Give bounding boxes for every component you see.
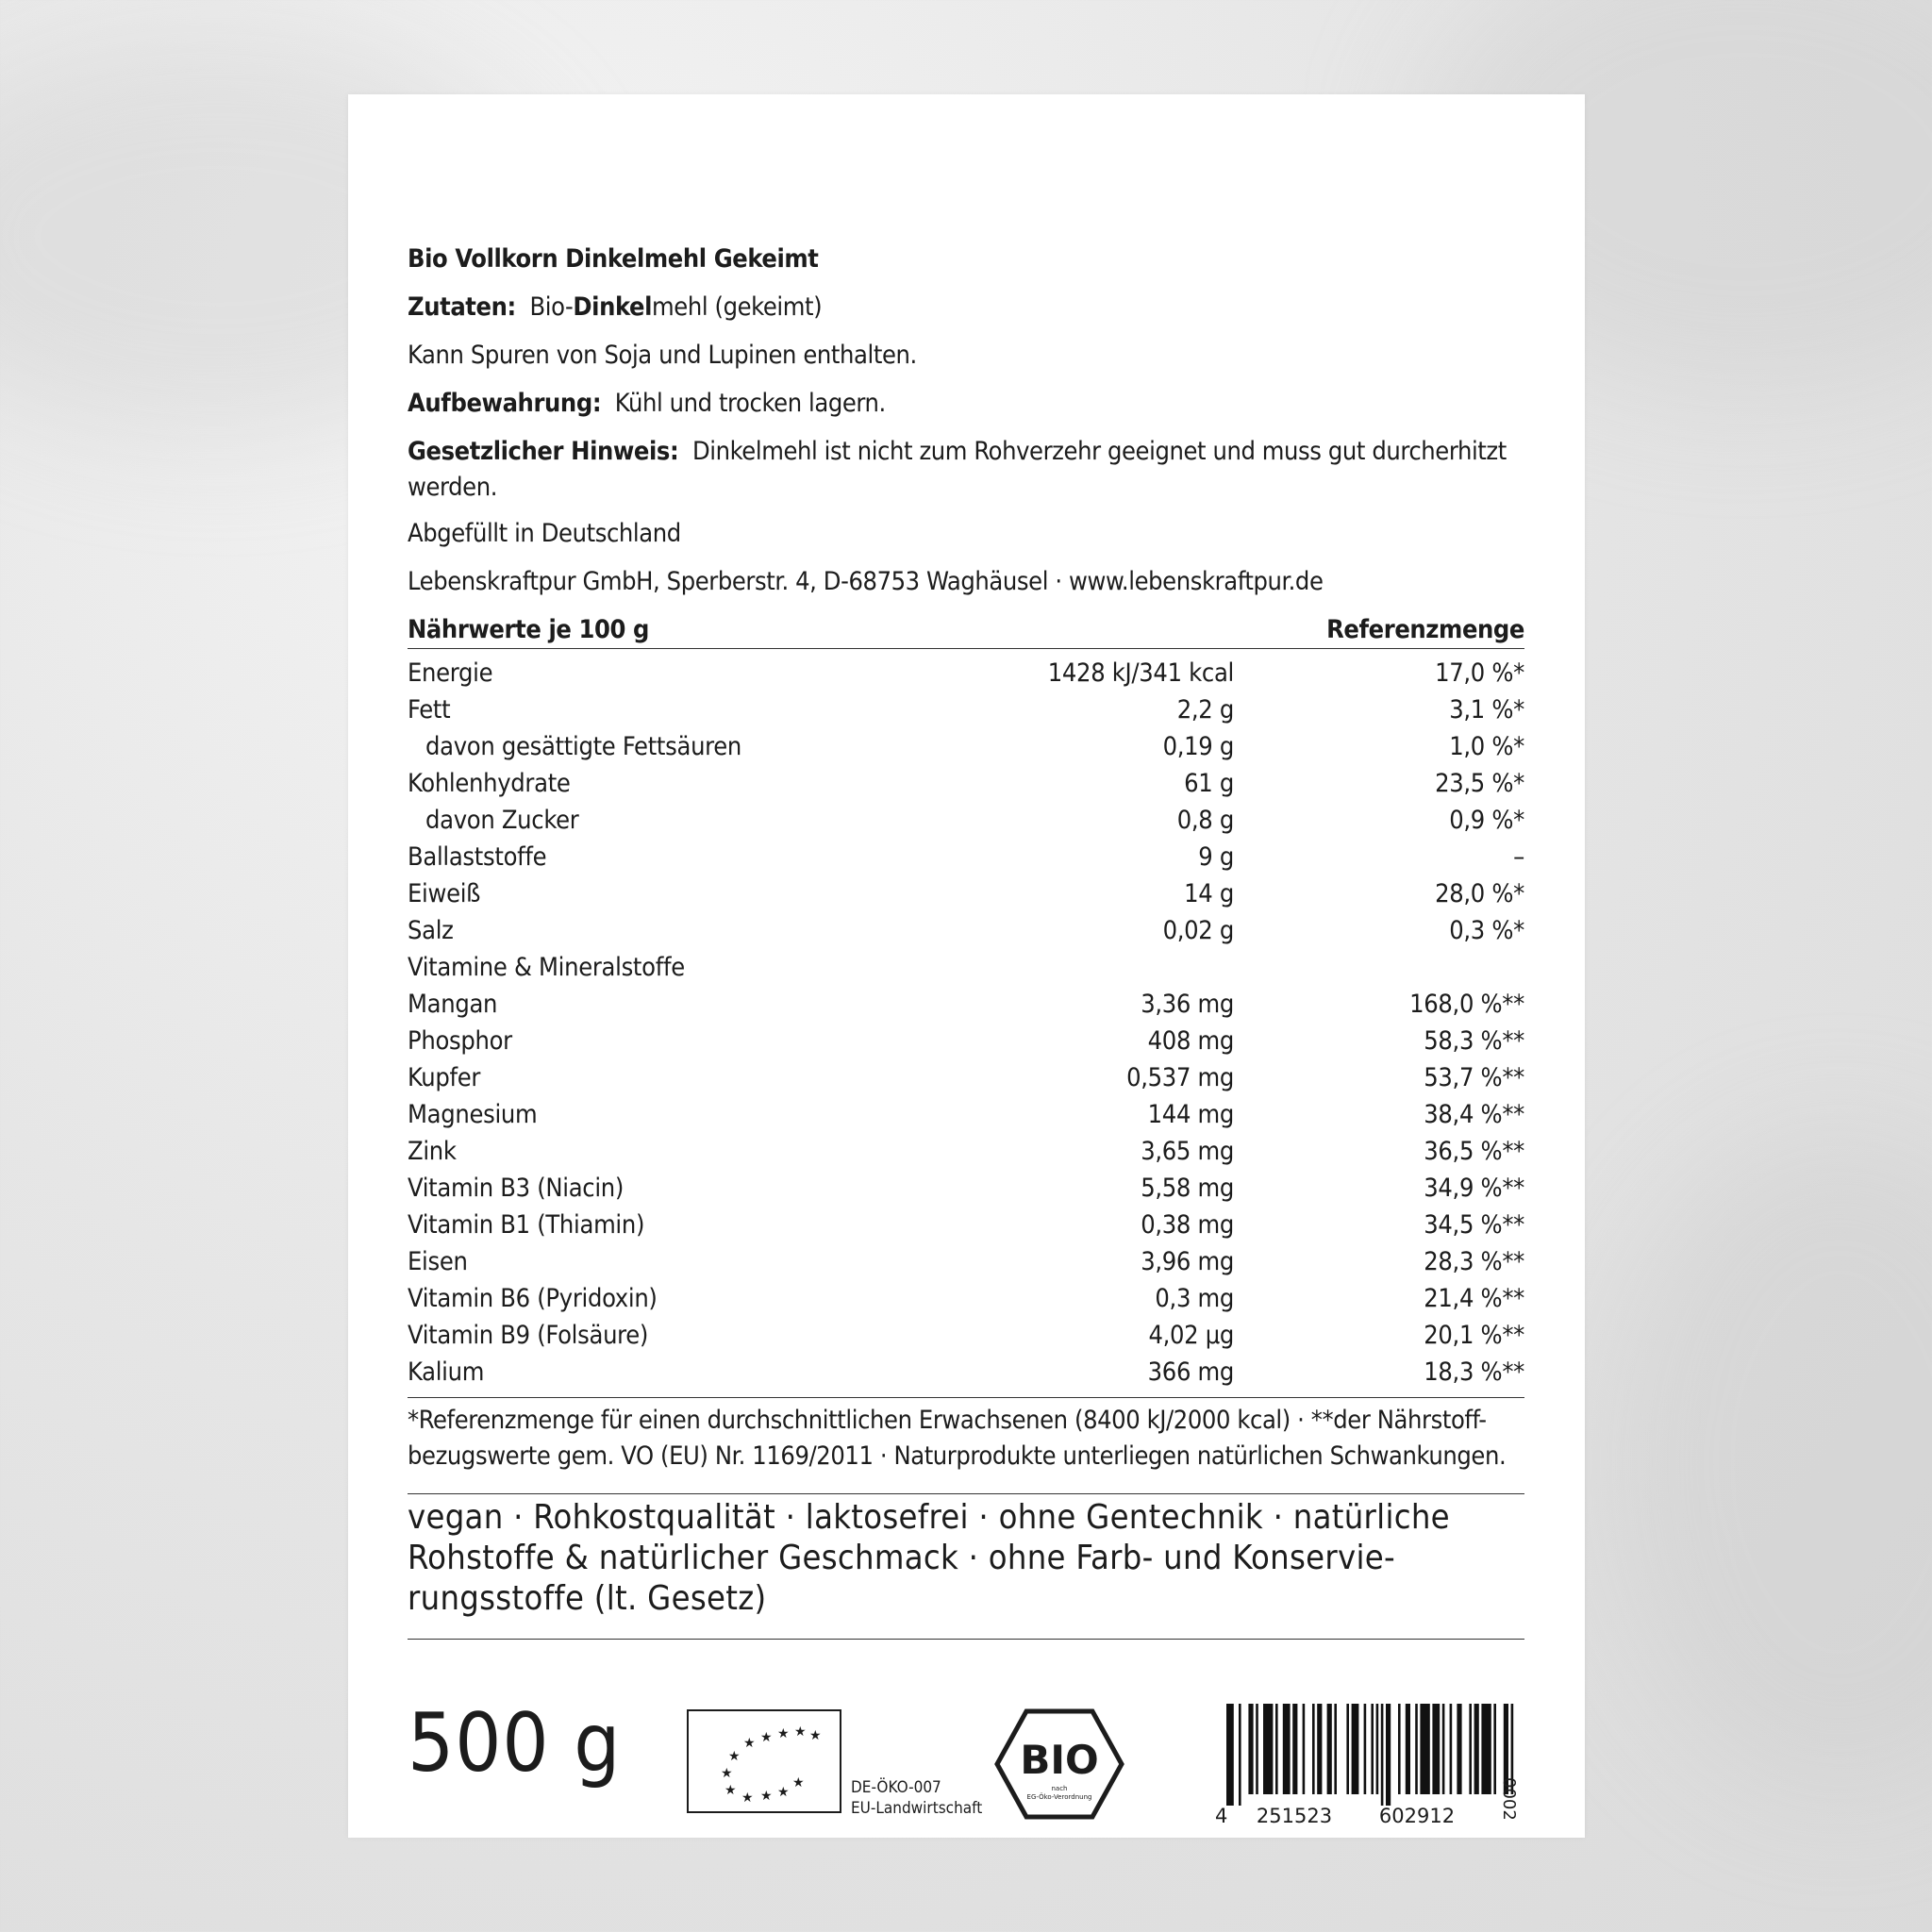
nutrient-value: 4,02 µg <box>1148 1321 1234 1350</box>
svg-text:★: ★ <box>743 1736 756 1751</box>
nutrient-reference: 53,7 %** <box>1424 1063 1524 1092</box>
svg-text:★: ★ <box>794 1724 807 1740</box>
nutrient-value: 3,36 mg <box>1141 990 1234 1019</box>
barcode-bar <box>1317 1704 1322 1794</box>
nutrient-name: Phosphor <box>408 1026 512 1056</box>
nutrition-row <box>408 912 1524 949</box>
svg-text:★: ★ <box>760 1789 773 1804</box>
nutrient-reference: 58,3 %** <box>1424 1026 1524 1056</box>
eu-organic-leaf-icon <box>687 1709 841 1813</box>
svg-text:★: ★ <box>760 1730 773 1745</box>
nutrient-reference: 20,1 %** <box>1424 1321 1524 1350</box>
nutrient-value: 0,02 g <box>1162 916 1234 945</box>
nutrient-name: Ballaststoffe <box>408 842 547 872</box>
barcode-bar <box>1275 1704 1278 1794</box>
nutrient-value: 3,65 mg <box>1141 1137 1234 1166</box>
svg-text:★: ★ <box>741 1790 754 1806</box>
product-label <box>348 94 1585 1838</box>
product-claims: vegan · Rohkostqualität · laktosefrei · ohne Gentechnik · natürliche Rohstoffe & natürlicher Geschmack · ohne Farb- und Konservie- rungsstoffe (lt. Gesetz) <box>408 1498 1450 1618</box>
barcode-bar <box>1406 1704 1410 1794</box>
nutrient-reference: 28,0 %* <box>1435 879 1524 908</box>
nutrition-header-left: Nährwerte je 100 g <box>408 615 650 644</box>
traces-note: Kann Spuren von Soja und Lupinen enthalten. <box>408 341 917 370</box>
bio-seal-sub2: EG-Öko-Verordnung <box>1026 1793 1092 1801</box>
barcode-bar <box>1442 1704 1445 1794</box>
nutrient-value: 144 mg <box>1147 1100 1234 1129</box>
nutrition-row <box>408 1317 1524 1354</box>
bio-seal-word: BIO <box>1020 1737 1099 1783</box>
barcode-bar <box>1381 1704 1384 1806</box>
nutrition-row <box>408 802 1524 839</box>
ean-barcode-icon <box>1215 1704 1517 1826</box>
barcode-bar <box>1376 1704 1379 1794</box>
barcode-digits-left: 251523 <box>1256 1805 1333 1826</box>
nutrient-value: 0,19 g <box>1162 732 1234 761</box>
barcode-bar <box>1469 1704 1472 1794</box>
nutrient-value: 1428 kJ/341 kcal <box>1047 658 1234 688</box>
origin: Abgefüllt in Deutschland <box>408 519 681 548</box>
svg-text:★: ★ <box>792 1775 805 1790</box>
barcode-bar <box>1398 1704 1401 1794</box>
nutrition-row <box>408 1133 1524 1170</box>
barcode-bar <box>1327 1704 1332 1794</box>
nutrition-row <box>408 1170 1524 1207</box>
nutrition-table <box>408 608 1524 1391</box>
svg-text:★: ★ <box>724 1783 737 1798</box>
nutrient-name: Fett <box>408 695 451 724</box>
nutrition-row <box>408 1354 1524 1391</box>
nutrient-name: Vitamin B6 (Pyridoxin) <box>408 1284 658 1313</box>
nutrition-row <box>408 1059 1524 1096</box>
barcode-bar <box>1432 1704 1440 1794</box>
nutrient-name: Eiweiß <box>408 879 481 908</box>
nutrition-row <box>408 691 1524 728</box>
nutrient-reference: 0,3 %* <box>1449 916 1524 945</box>
nutrient-value: 0,8 g <box>1176 806 1234 835</box>
nutrient-reference: 0,9 %* <box>1449 806 1524 835</box>
barcode-bar <box>1256 1704 1258 1794</box>
nutrient-value: 5,58 mg <box>1141 1174 1234 1203</box>
nutrient-reference: 18,3 %** <box>1424 1357 1524 1387</box>
nutrient-value: 2,2 g <box>1176 695 1234 724</box>
barcode-bar <box>1493 1704 1496 1794</box>
nutrient-name: Kalium <box>408 1357 485 1387</box>
svg-text:★: ★ <box>777 1726 790 1741</box>
barcode-bar <box>1450 1704 1453 1794</box>
ingredients: Zutaten: Bio-Dinkelmehl (gekeimt) <box>408 292 823 322</box>
bio-seal-sub1: nach <box>1051 1785 1068 1792</box>
svg-text:★: ★ <box>809 1728 822 1743</box>
nutrition-header <box>408 608 1524 649</box>
legal-notice: Gesetzlicher Hinweis: Dinkelmehl ist nicht zum Rohverzehr geeignet und muss gut durcherhitzt werden. <box>408 437 1507 502</box>
nutrient-reference: 28,3 %** <box>1424 1247 1524 1276</box>
nutrient-reference: 1,0 %* <box>1449 732 1524 761</box>
nutrient-name: Zink <box>408 1137 457 1166</box>
barcode-bar <box>1346 1704 1349 1794</box>
barcode-bar <box>1352 1704 1359 1794</box>
nutrient-reference: 17,0 %* <box>1435 658 1524 688</box>
nutrient-reference: 23,5 %* <box>1435 769 1524 798</box>
nutrient-name: Salz <box>408 916 454 945</box>
nutrition-row <box>408 875 1524 912</box>
nutrient-value: 61 g <box>1184 769 1234 798</box>
barcode-bar <box>1364 1704 1367 1794</box>
nutrient-name: Magnesium <box>408 1100 538 1129</box>
svg-text:★: ★ <box>728 1749 741 1764</box>
barcode-bar <box>1292 1704 1297 1794</box>
nutrient-reference: 34,9 %** <box>1424 1174 1524 1203</box>
nutrition-row <box>408 655 1524 691</box>
nutrition-row <box>408 839 1524 875</box>
nutrient-value: 366 mg <box>1147 1357 1234 1387</box>
product-title: Bio Vollkorn Dinkelmehl Gekeimt <box>408 244 819 274</box>
barcode-bar <box>1415 1704 1418 1794</box>
nutrient-name: Vitamin B9 (Folsäure) <box>408 1321 649 1350</box>
nutrient-name: Vitamin B3 (Niacin) <box>408 1174 625 1203</box>
barcode-bar <box>1386 1704 1391 1806</box>
nutrition-row <box>408 1207 1524 1243</box>
nutrient-reference: 21,4 %** <box>1424 1284 1524 1313</box>
nutrient-name: Kohlenhydrate <box>408 769 571 798</box>
nutrition-row <box>408 949 1524 986</box>
nutrition-row <box>408 765 1524 802</box>
nutrition-header-right: Referenzmenge <box>1326 615 1524 644</box>
barcode-bar <box>1263 1704 1273 1794</box>
barcode-bar <box>1334 1704 1337 1794</box>
nutrient-reference: 168,0 %** <box>1409 990 1524 1019</box>
barcode-bar <box>1303 1704 1306 1794</box>
nutrition-row <box>408 1096 1524 1133</box>
barcode-bar <box>1283 1704 1291 1794</box>
bio-hexagon-seal-icon <box>993 1707 1125 1824</box>
storage: Aufbewahrung: Kühl und trocken lagern. <box>408 389 886 418</box>
nutrient-value: 0,3 mg <box>1155 1284 1234 1313</box>
net-weight: 500 g <box>408 1696 622 1790</box>
nutrient-name: Vitamin B1 (Thiamin) <box>408 1210 645 1240</box>
nutrition-row <box>408 1280 1524 1317</box>
barcode-bar <box>1371 1704 1374 1794</box>
nutrition-row <box>408 728 1524 765</box>
nutrient-name: Energie <box>408 658 493 688</box>
nutrition-footnote: *Referenzmenge für einen durchschnittlichen Erwachsenen (8400 kJ/2000 kcal) · **der Nährstoff- bezugswerte gem. VO (EU) Nr. 1169/2011 · Naturprodukte unterliegen natürlichen Schwankungen. <box>408 1406 1507 1471</box>
nutrient-reference: 3,1 %* <box>1449 695 1524 724</box>
barcode-bar <box>1312 1704 1315 1794</box>
nutrition-row <box>408 986 1524 1023</box>
nutrient-name: Eisen <box>408 1247 468 1276</box>
barcode-bar <box>1457 1704 1461 1794</box>
footnote-divider <box>408 1397 1524 1398</box>
nutrient-value: 0,537 mg <box>1126 1063 1234 1092</box>
barcode-bar <box>1474 1704 1479 1794</box>
barcode-digit-first: 4 <box>1215 1805 1228 1826</box>
claims-divider-top <box>408 1493 1524 1494</box>
barcode-digits-right: 602912 <box>1378 1805 1456 1826</box>
nutrition-row <box>408 1023 1524 1059</box>
nutrient-name: davon gesättigte Fettsäuren <box>425 732 742 761</box>
barcode-bar <box>1248 1704 1253 1794</box>
barcode-side-digits: 0002 <box>1499 1777 1517 1821</box>
nutrient-reference: 36,5 %** <box>1424 1137 1524 1166</box>
company-address: Lebenskraftpur GmbH, Sperberstr. 4, D-68753 Waghäusel · www.lebenskraftpur.de <box>408 567 1324 596</box>
barcode-bar <box>1420 1704 1429 1794</box>
barcode-bar <box>1481 1704 1491 1794</box>
nutrient-value: 14 g <box>1184 879 1234 908</box>
nutrient-name: davon Zucker <box>425 806 579 835</box>
nutrient-value: 408 mg <box>1147 1026 1234 1056</box>
svg-text:★: ★ <box>777 1785 790 1800</box>
nutrient-value: 0,38 mg <box>1141 1210 1234 1240</box>
nutrient-reference: 34,5 %** <box>1424 1210 1524 1240</box>
barcode-bar <box>1239 1704 1241 1806</box>
nutrient-name: Kupfer <box>408 1063 481 1092</box>
nutrient-value: 3,96 mg <box>1141 1247 1234 1276</box>
svg-text:★: ★ <box>721 1766 733 1781</box>
nutrient-name: Vitamine & Mineralstoffe <box>408 953 685 982</box>
nutrient-value: 9 g <box>1198 842 1234 872</box>
nutrient-reference: – <box>1513 842 1524 872</box>
nutrition-row <box>408 1243 1524 1280</box>
nutrient-reference: 38,4 %** <box>1424 1100 1524 1129</box>
claims-divider-bottom <box>408 1639 1524 1640</box>
organic-certification-code: DE-ÖKO-007 EU-Landwirtschaft <box>851 1778 983 1818</box>
barcode-bar <box>1226 1704 1234 1806</box>
nutrient-name: Mangan <box>408 990 498 1019</box>
allergen-highlight: Dinkel <box>573 292 653 322</box>
